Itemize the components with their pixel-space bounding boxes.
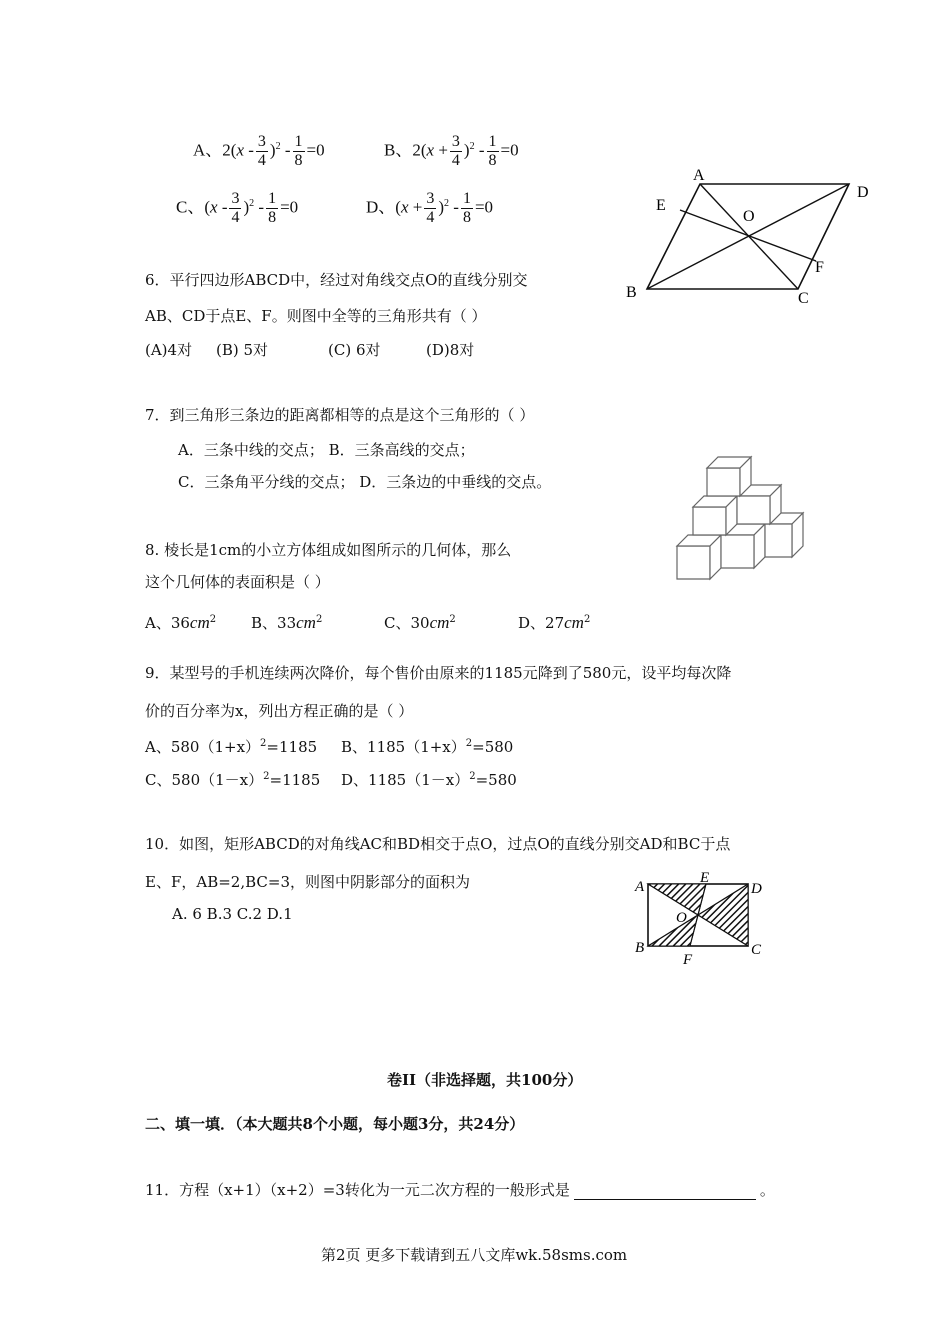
cube-stack-figure bbox=[672, 452, 812, 584]
label-d: D bbox=[751, 881, 762, 897]
q10-line1: 10．如图，矩形ABCD的对角线AC和BD相交于点O，过点O的直线分别交AD和BC于点 bbox=[145, 835, 731, 853]
q11-stem: 11．方程（x+1）（x+2）=3转化为一元二次方程的一般形式是 bbox=[145, 1181, 570, 1199]
label-c: C bbox=[798, 290, 809, 307]
q9-option-c: C、$580(1-x)^2=1185$ bbox=[145, 771, 321, 789]
q8-line2: 这个几何体的表面积是（ ） bbox=[145, 573, 330, 591]
q7-options-row2: C．三条角平分线的交点； D．三条边的中垂线的交点。 bbox=[178, 473, 552, 491]
label-o: O bbox=[676, 910, 687, 926]
cube-middle-1 bbox=[693, 496, 737, 535]
parallelogram-figure bbox=[620, 160, 880, 310]
label-f: F bbox=[683, 952, 693, 968]
label-a: A bbox=[693, 167, 705, 184]
cube-top bbox=[707, 457, 751, 496]
label-f: F bbox=[815, 259, 824, 276]
q8-option-d: D、$27cm^2$ bbox=[518, 613, 591, 632]
q6-line2: AB、CD于点E、F。则图中全等的三角形共有（ ） bbox=[145, 307, 487, 325]
q9-option-b: B、$1185(1+x)^2=580$ bbox=[341, 738, 514, 756]
rectangle-figure bbox=[628, 870, 778, 970]
q8-line1: 8. 棱长是1cm的小立方体组成如图所示的几何体，那么 bbox=[145, 541, 512, 559]
shaded-region-2 bbox=[698, 884, 748, 946]
label-b: B bbox=[635, 940, 645, 956]
footer: 第2页 更多下载请到五八文库wk.58sms.com bbox=[321, 1246, 628, 1264]
q9-line1: 9．某型号的手机连续两次降价，每个售价由原来的1185元降到了580元，设平均每次降 bbox=[145, 664, 732, 682]
q9-line2: 价的百分率为x，列出方程正确的是（ ） bbox=[145, 702, 414, 720]
q6-option-d: (D)8对 bbox=[426, 341, 475, 359]
label-c: C bbox=[751, 942, 762, 958]
q5-option-b: B、2(x + $\frac{3}{4}$ )$^2$ - $\frac{1}{8}$ =0 bbox=[384, 133, 519, 169]
label-d: D bbox=[857, 184, 869, 201]
q6-line1: 6．平行四边形ABCD中，经过对角线交点O的直线分别交 bbox=[145, 271, 528, 289]
label-e: E bbox=[700, 870, 710, 886]
q6-option-a: (A)4对 bbox=[145, 341, 193, 359]
label-a: A bbox=[635, 879, 645, 895]
q9-option-a: A、$580(1+x)^2=1185$ bbox=[145, 738, 318, 756]
q8-option-b: B、$33cm^2$ bbox=[251, 613, 323, 632]
q10-line2: E、F，AB=2,BC=3，则图中阴影部分的面积为 bbox=[145, 873, 470, 891]
q8-option-c: C、$30cm^2$ bbox=[384, 613, 456, 632]
q11-text: 11．方程（x+1）（x+2）=3转化为一元二次方程的一般形式是 。 bbox=[145, 1181, 775, 1199]
q10-options: A. 6 B.3 C.2 D.1 bbox=[172, 905, 293, 923]
q5-option-c: C、(x - $\frac{3}{4}$ )$^2$ - $\frac{1}{8}$ =0 bbox=[176, 190, 299, 226]
q7-options-row1: A．三条中线的交点； B．三条高线的交点； bbox=[178, 441, 475, 459]
part2-title: 卷II（非选择题，共100分） bbox=[387, 1071, 583, 1089]
q8-option-a: A、$36cm^2$ bbox=[145, 613, 217, 632]
section-heading: 二、填一填．（本大题共8个小题，每小题3分，共24分） bbox=[145, 1115, 525, 1133]
cube-bottom-1 bbox=[677, 535, 721, 579]
q5-option-d: D、(x + $\frac{3}{4}$ )$^2$ - $\frac{1}{8}$ =0 bbox=[366, 190, 494, 226]
q6-option-c: (C) 6对 bbox=[328, 341, 381, 359]
q5-option-a: A、2(x - $\frac{3}{4}$ )$^2$ - $\frac{1}{8}$ =0 bbox=[193, 133, 325, 169]
label-e: E bbox=[656, 197, 666, 214]
q9-option-d: D、$1185(1-x)^2=580$ bbox=[341, 771, 517, 789]
label-o: O bbox=[743, 208, 755, 225]
label-b: B bbox=[626, 284, 637, 301]
q7-stem: 7．到三角形三条边的距离都相等的点是这个三角形的（ ） bbox=[145, 406, 535, 424]
q6-option-b: (B) 5对 bbox=[216, 341, 269, 359]
q11-answer-blank[interactable] bbox=[574, 1183, 756, 1200]
